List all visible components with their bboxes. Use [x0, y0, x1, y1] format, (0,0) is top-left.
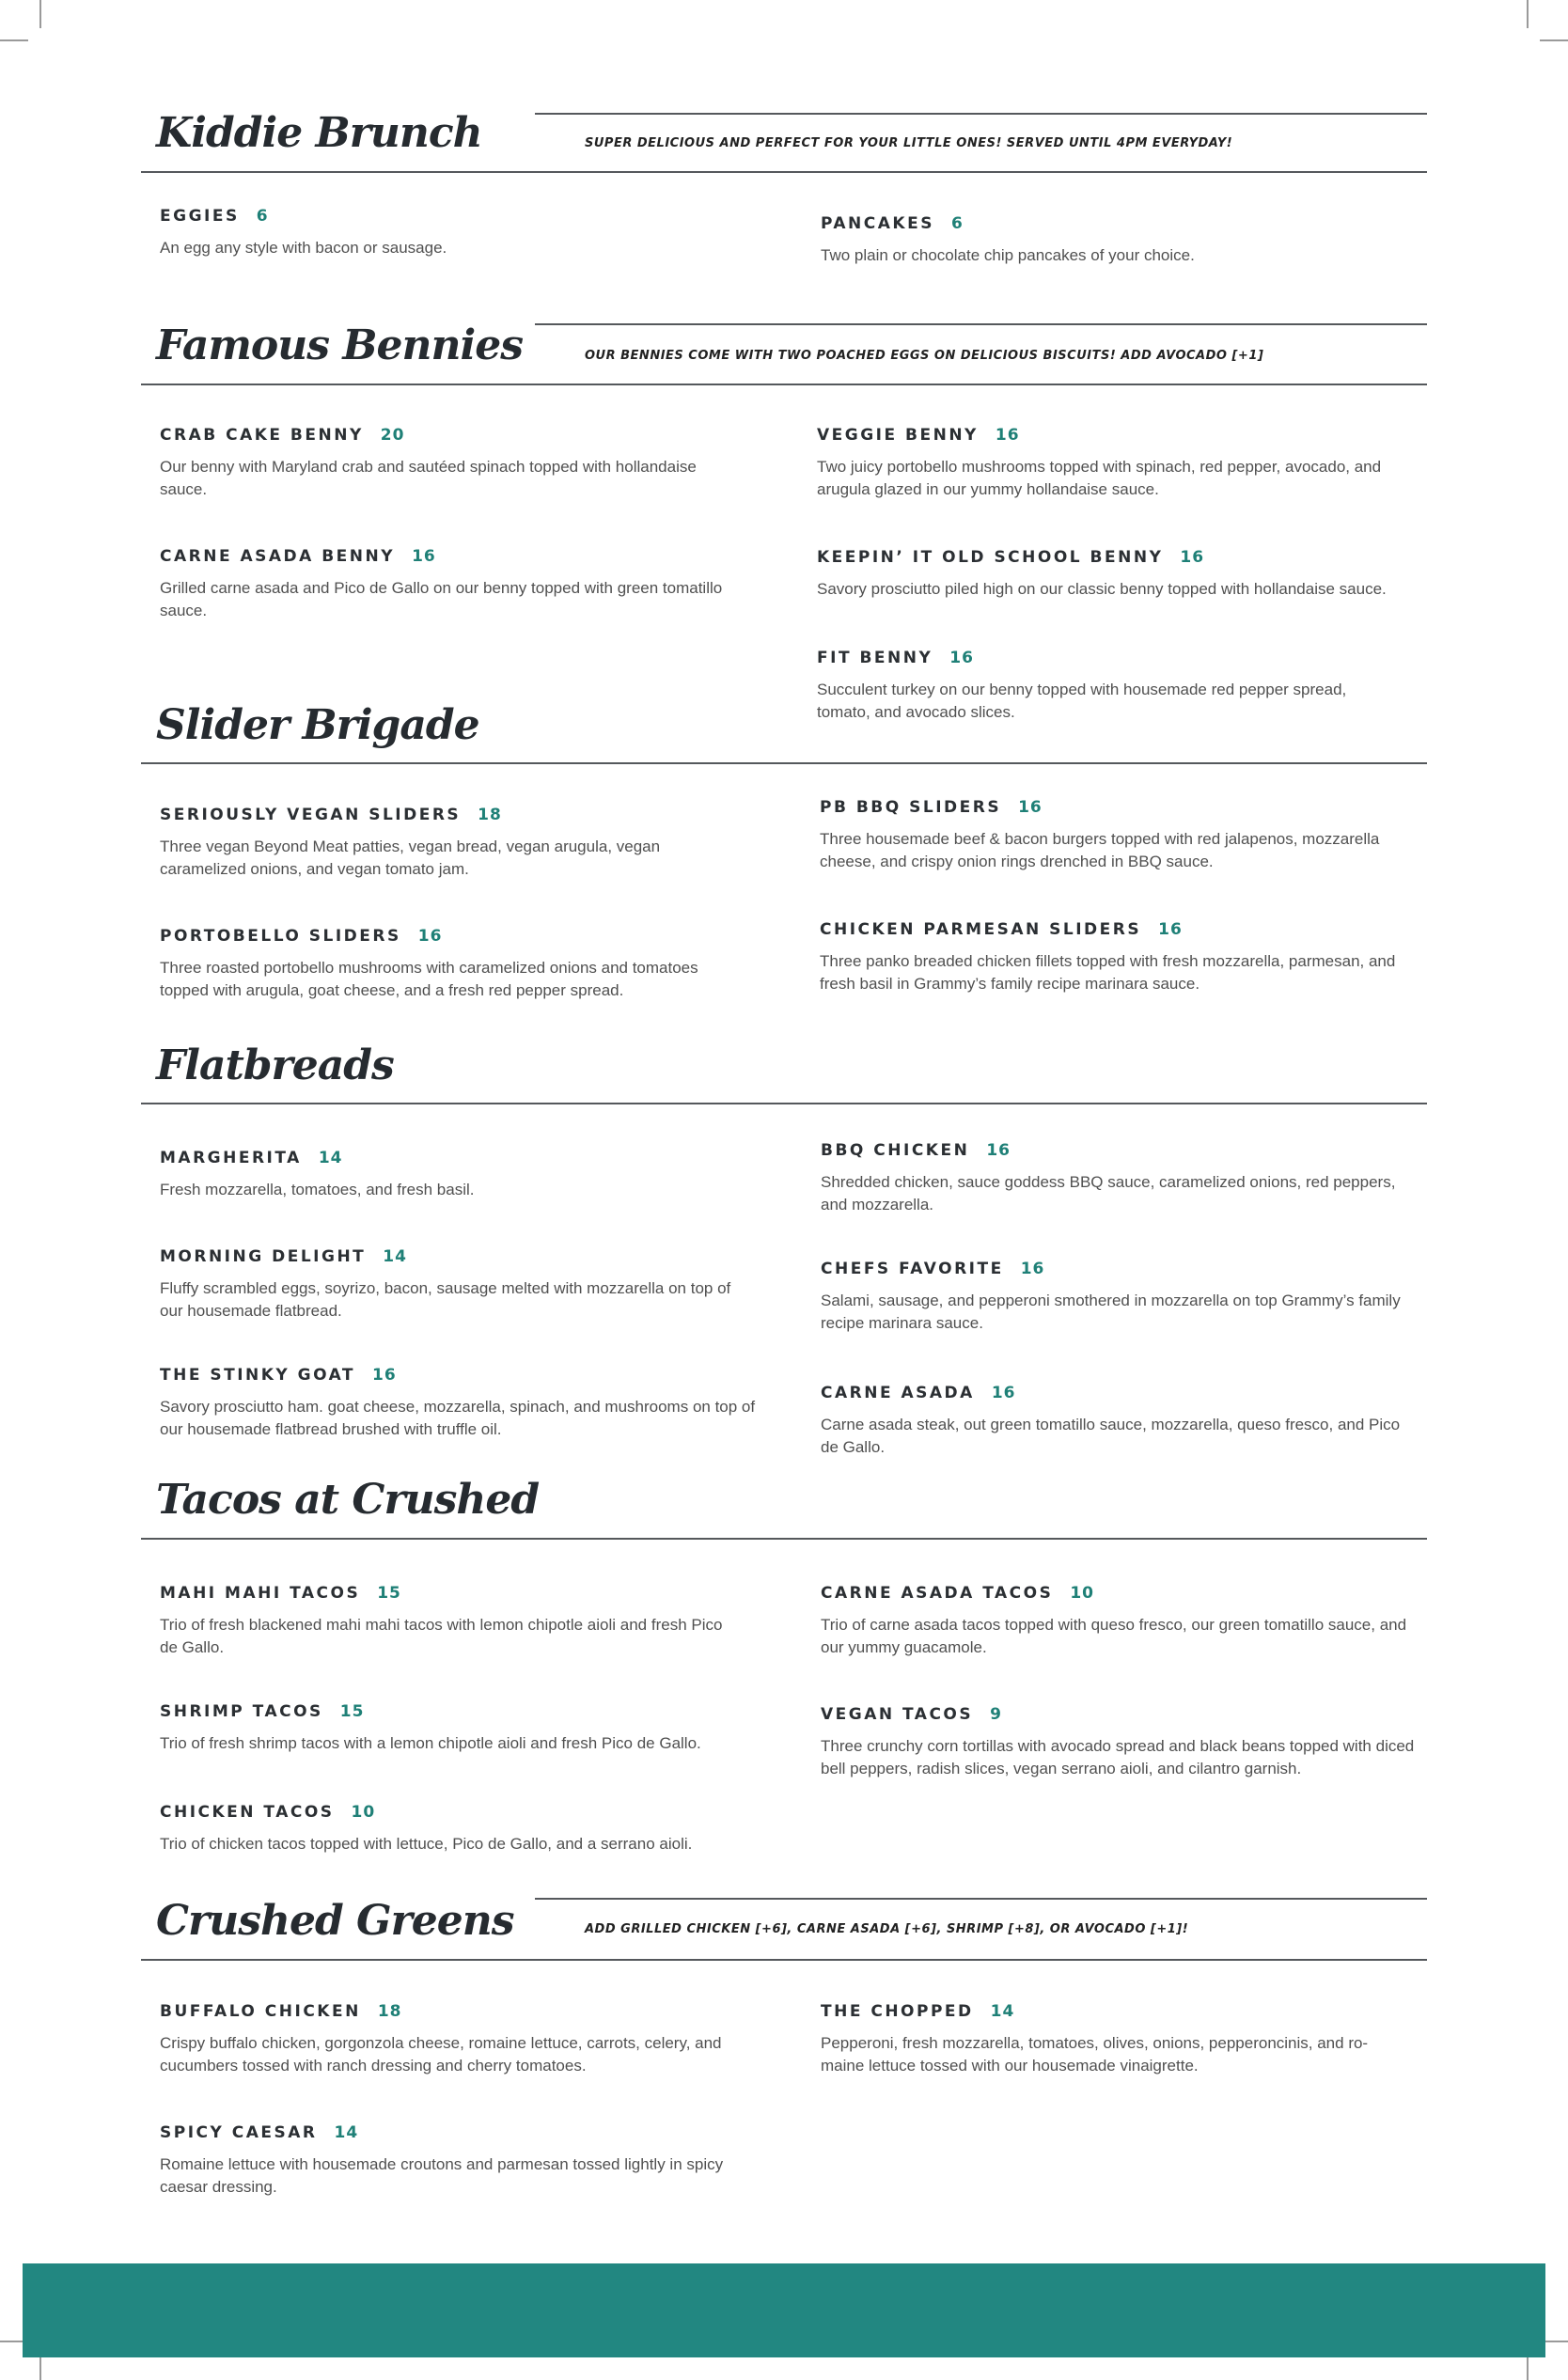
item-description: Three housemade beef & bacon burgers topped with red jalapenos, mozzarella cheese, and crispy onion rings drenched in BBQ sauce. — [820, 830, 1380, 870]
item-description: Trio of carne asada tacos topped with queso fresco, our green tomatillo sauce, and our yummy guacamole. — [821, 1616, 1407, 1656]
item-header — [820, 798, 1403, 817]
item-header — [820, 920, 1403, 939]
item-description: Two plain or chocolate chip pancakes of your choice. — [821, 246, 1195, 264]
section-title-kiddie-brunch: Kiddie Brunch — [156, 109, 482, 157]
menu-item-shrimp-tacos — [160, 1702, 761, 1755]
item-price: 6 — [256, 207, 269, 226]
item-header — [821, 1705, 1422, 1724]
item-name: EGGIES — [160, 207, 240, 226]
item-header — [160, 806, 724, 824]
item-header — [817, 649, 1400, 667]
item-header — [821, 1141, 1422, 1160]
crop-mark — [0, 39, 28, 41]
item-price: 15 — [339, 1702, 365, 1721]
item-description: Trio of chicken tacos topped with lettuce, Pico de Gallo, and a serrano aioli. — [160, 1835, 693, 1853]
item-name: VEGAN TACOS — [821, 1705, 974, 1724]
item-name: THE STINKY GOAT — [160, 1366, 356, 1385]
menu-item-fit-benny — [817, 649, 1400, 724]
item-name: CHEFS FAVORITE — [821, 1260, 1004, 1278]
item-header — [821, 214, 1422, 233]
menu-item-eggies — [160, 207, 743, 259]
section-top-rule — [535, 1898, 1427, 1900]
item-name: PANCAKES — [821, 214, 934, 233]
menu-item-chicken-parmesan-sliders — [820, 920, 1403, 995]
item-name: BUFFALO CHICKEN — [160, 2002, 361, 2021]
item-price: 18 — [478, 806, 502, 824]
item-description: Fresh mozzarella, tomatoes, and fresh basil. — [160, 1181, 475, 1198]
menu-item-chicken-tacos — [160, 1803, 761, 1855]
menu-item-morning-delight — [160, 1247, 752, 1323]
item-header — [821, 1260, 1422, 1278]
menu-item-carne-asada-tacos — [821, 1584, 1413, 1659]
item-header — [821, 1584, 1413, 1603]
item-description: Carne asada steak, out green tomatillo sauce, mozzarella, queso fresco, and Pico de Gallo. — [821, 1416, 1401, 1456]
item-name: SERIOUSLY VEGAN SLIDERS — [160, 806, 462, 824]
item-header — [817, 548, 1419, 567]
item-price: 14 — [990, 2002, 1015, 2021]
item-header — [160, 1247, 752, 1266]
menu-item-vegan-tacos — [821, 1705, 1422, 1780]
item-name: CARNE ASADA — [821, 1384, 975, 1402]
item-header — [160, 927, 733, 946]
item-header — [160, 207, 743, 226]
section-title-slider-brigade: Slider Brigade — [156, 701, 479, 749]
menu-item-pb-bbq-sliders — [820, 798, 1403, 873]
crop-mark — [39, 0, 41, 28]
menu-item-the-stinky-goat — [160, 1366, 761, 1441]
crop-mark — [1527, 0, 1529, 28]
item-name: CHICKEN PARMESAN SLIDERS — [820, 920, 1142, 939]
item-name: CRAB CAKE BENNY — [160, 426, 364, 445]
menu-item-carne-asada-flatbread — [821, 1384, 1403, 1459]
menu-item-bbq-chicken — [821, 1141, 1422, 1216]
item-header — [160, 1584, 724, 1603]
item-name: CARNE ASADA BENNY — [160, 547, 396, 566]
section-title-famous-bennies: Famous Bennies — [156, 321, 523, 369]
menu-item-chefs-favorite — [821, 1260, 1422, 1335]
item-description: Pepperoni, fresh mozzarella, tomatoes, olives, onions, pepperoncinis, and ro-maine lettuce tossed with our housemade vinaigrette. — [821, 2034, 1369, 2075]
section-tagline: ADD GRILLED CHICKEN [+6], CARNE ASADA [+6], SHRIMP [+8], OR AVOCADO [+1]! — [585, 1922, 1189, 1936]
item-name: FIT BENNY — [817, 649, 933, 667]
item-price: 16 — [986, 1141, 1011, 1160]
item-header — [817, 426, 1400, 445]
item-price: 14 — [383, 1247, 407, 1266]
menu-item-spicy-caesar — [160, 2123, 752, 2199]
menu-item-old-school-benny — [817, 548, 1419, 601]
item-description: Our benny with Maryland crab and sautéed spinach topped with hollandaise sauce. — [160, 458, 697, 498]
section-tagline: OUR BENNIES COME WITH TWO POACHED EGGS ON DELICIOUS BISCUITS! ADD AVOCADO [+1] — [585, 349, 1264, 363]
item-header — [160, 426, 724, 445]
item-description: Shredded chicken, sauce goddess BBQ sauce, caramelized onions, red peppers, and mozzarella. — [821, 1173, 1396, 1213]
menu-item-portobello-sliders — [160, 927, 733, 1002]
item-name: THE CHOPPED — [821, 2002, 974, 2021]
item-description: An egg any style with bacon or sausage. — [160, 239, 447, 257]
item-description: Fluffy scrambled eggs, soyrizo, bacon, sausage melted with mozzarella on top of our housemade flatbread. — [160, 1279, 731, 1320]
item-description: Three vegan Beyond Meat patties, vegan bread, vegan arugula, vegan caramelized onions, and vegan tomato jam. — [160, 838, 661, 878]
item-header — [160, 1149, 743, 1167]
item-description: Two juicy portobello mushrooms topped with spinach, red pepper, avocado, and arugula glazed in our yummy hollandaise sauce. — [817, 458, 1382, 498]
item-header — [821, 2002, 1394, 2021]
item-header — [160, 547, 724, 566]
crop-mark — [1540, 39, 1568, 41]
item-price: 14 — [318, 1149, 343, 1167]
section-rule — [141, 1103, 1427, 1104]
item-price: 15 — [377, 1584, 401, 1603]
menu-item-buffalo-chicken — [160, 2002, 752, 2077]
section-title-flatbreads: Flatbreads — [156, 1041, 394, 1089]
section-title-tacos: Tacos at Crushed — [156, 1476, 540, 1524]
menu-item-seriously-vegan-sliders — [160, 806, 724, 881]
item-header — [821, 1384, 1403, 1402]
item-header — [160, 1702, 761, 1721]
item-description: Romaine lettuce with housemade croutons and parmesan tossed lightly in spicy caesar dressing. — [160, 2155, 724, 2196]
section-rule — [141, 762, 1427, 764]
item-description: Savory prosciutto ham. goat cheese, mozzarella, spinach, and mushrooms on top of our housemade flatbread brushed with truffle oil. — [160, 1398, 756, 1438]
item-name: MARGHERITA — [160, 1149, 302, 1167]
item-price: 18 — [377, 2002, 402, 2021]
item-price: 10 — [1070, 1584, 1095, 1603]
item-name: CARNE ASADA TACOS — [821, 1584, 1054, 1603]
item-name: BBQ CHICKEN — [821, 1141, 970, 1160]
item-header — [160, 1803, 761, 1822]
item-header — [160, 2002, 752, 2021]
item-description: Three roasted portobello mushrooms with caramelized onions and tomatoes topped with arugula, goat cheese, and a fresh red pepper spread. — [160, 959, 698, 999]
item-price: 16 — [1180, 548, 1205, 567]
section-top-rule — [535, 113, 1427, 115]
menu-item-veggie-benny — [817, 426, 1400, 501]
item-price: 16 — [1018, 798, 1043, 817]
item-price: 16 — [949, 649, 974, 667]
menu-item-pancakes — [821, 214, 1422, 267]
item-price: 9 — [990, 1705, 1002, 1724]
item-price: 20 — [380, 426, 405, 445]
section-rule — [141, 1538, 1427, 1540]
item-name: KEEPIN’ IT OLD SCHOOL BENNY — [817, 548, 1164, 567]
section-top-rule — [535, 323, 1427, 325]
section-rule — [141, 171, 1427, 173]
item-header — [160, 1366, 761, 1385]
item-price: 16 — [1020, 1260, 1045, 1278]
item-price: 16 — [372, 1366, 397, 1385]
section-title-crushed-greens: Crushed Greens — [156, 1897, 514, 1945]
item-price: 16 — [991, 1384, 1016, 1402]
item-name: PB BBQ SLIDERS — [820, 798, 1002, 817]
item-description: Salami, sausage, and pepperoni smothered in mozzarella on top Grammy’s family recipe marinara sauce. — [821, 1292, 1401, 1332]
item-description: Trio of fresh shrimp tacos with a lemon chipotle aioli and fresh Pico de Gallo. — [160, 1734, 701, 1752]
menu-item-carne-asada-benny — [160, 547, 724, 622]
menu-item-margherita — [160, 1149, 743, 1201]
item-name: CHICKEN TACOS — [160, 1803, 335, 1822]
item-price: 16 — [995, 426, 1020, 445]
item-description: Trio of fresh blackened mahi mahi tacos with lemon chipotle aioli and fresh Pico de Gallo. — [160, 1616, 723, 1656]
section-rule — [141, 384, 1427, 385]
item-price: 10 — [351, 1803, 376, 1822]
item-header — [160, 2123, 752, 2142]
footer-band — [23, 2263, 1545, 2357]
menu-item-the-chopped — [821, 2002, 1394, 2077]
item-description: Crispy buffalo chicken, gorgonzola cheese, romaine lettuce, carrots, celery, and cucumbers tossed with ranch dressing and cherry tomatoes. — [160, 2034, 722, 2075]
item-price: 16 — [417, 927, 443, 946]
item-name: VEGGIE BENNY — [817, 426, 979, 445]
item-name: MORNING DELIGHT — [160, 1247, 367, 1266]
menu-item-mahi-mahi-tacos — [160, 1584, 724, 1659]
item-price: 16 — [1158, 920, 1183, 939]
item-name: PORTOBELLO SLIDERS — [160, 927, 401, 946]
item-price: 6 — [950, 214, 964, 233]
item-description: Three panko breaded chicken fillets topped with fresh mozzarella, parmesan, and fresh basil in Grammy’s family recipe marinara sauce. — [820, 952, 1396, 993]
item-description: Grilled carne asada and Pico de Gallo on our benny topped with green tomatillo sauce. — [160, 579, 723, 619]
item-description: Three crunchy corn tortillas with avocado spread and black beans topped with diced bell peppers, radish slices, vegan serrano aioli, and cilantro garnish. — [821, 1737, 1415, 1777]
item-name: SHRIMP TACOS — [160, 1702, 323, 1721]
item-name: SPICY CAESAR — [160, 2123, 318, 2142]
section-rule — [141, 1959, 1427, 1961]
item-price: 14 — [334, 2123, 359, 2142]
item-description: Savory prosciutto piled high on our classic benny topped with hollandaise sauce. — [817, 580, 1387, 598]
menu-item-crab-cake-benny — [160, 426, 724, 501]
item-name: MAHI MAHI TACOS — [160, 1584, 361, 1603]
item-description: Succulent turkey on our benny topped with housemade red pepper spread, tomato, and avocado slices. — [817, 681, 1347, 721]
item-price: 16 — [412, 547, 436, 566]
section-tagline: SUPER DELICIOUS AND PERFECT FOR YOUR LITTLE ONES! SERVED UNTIL 4PM EVERYDAY! — [585, 136, 1233, 150]
